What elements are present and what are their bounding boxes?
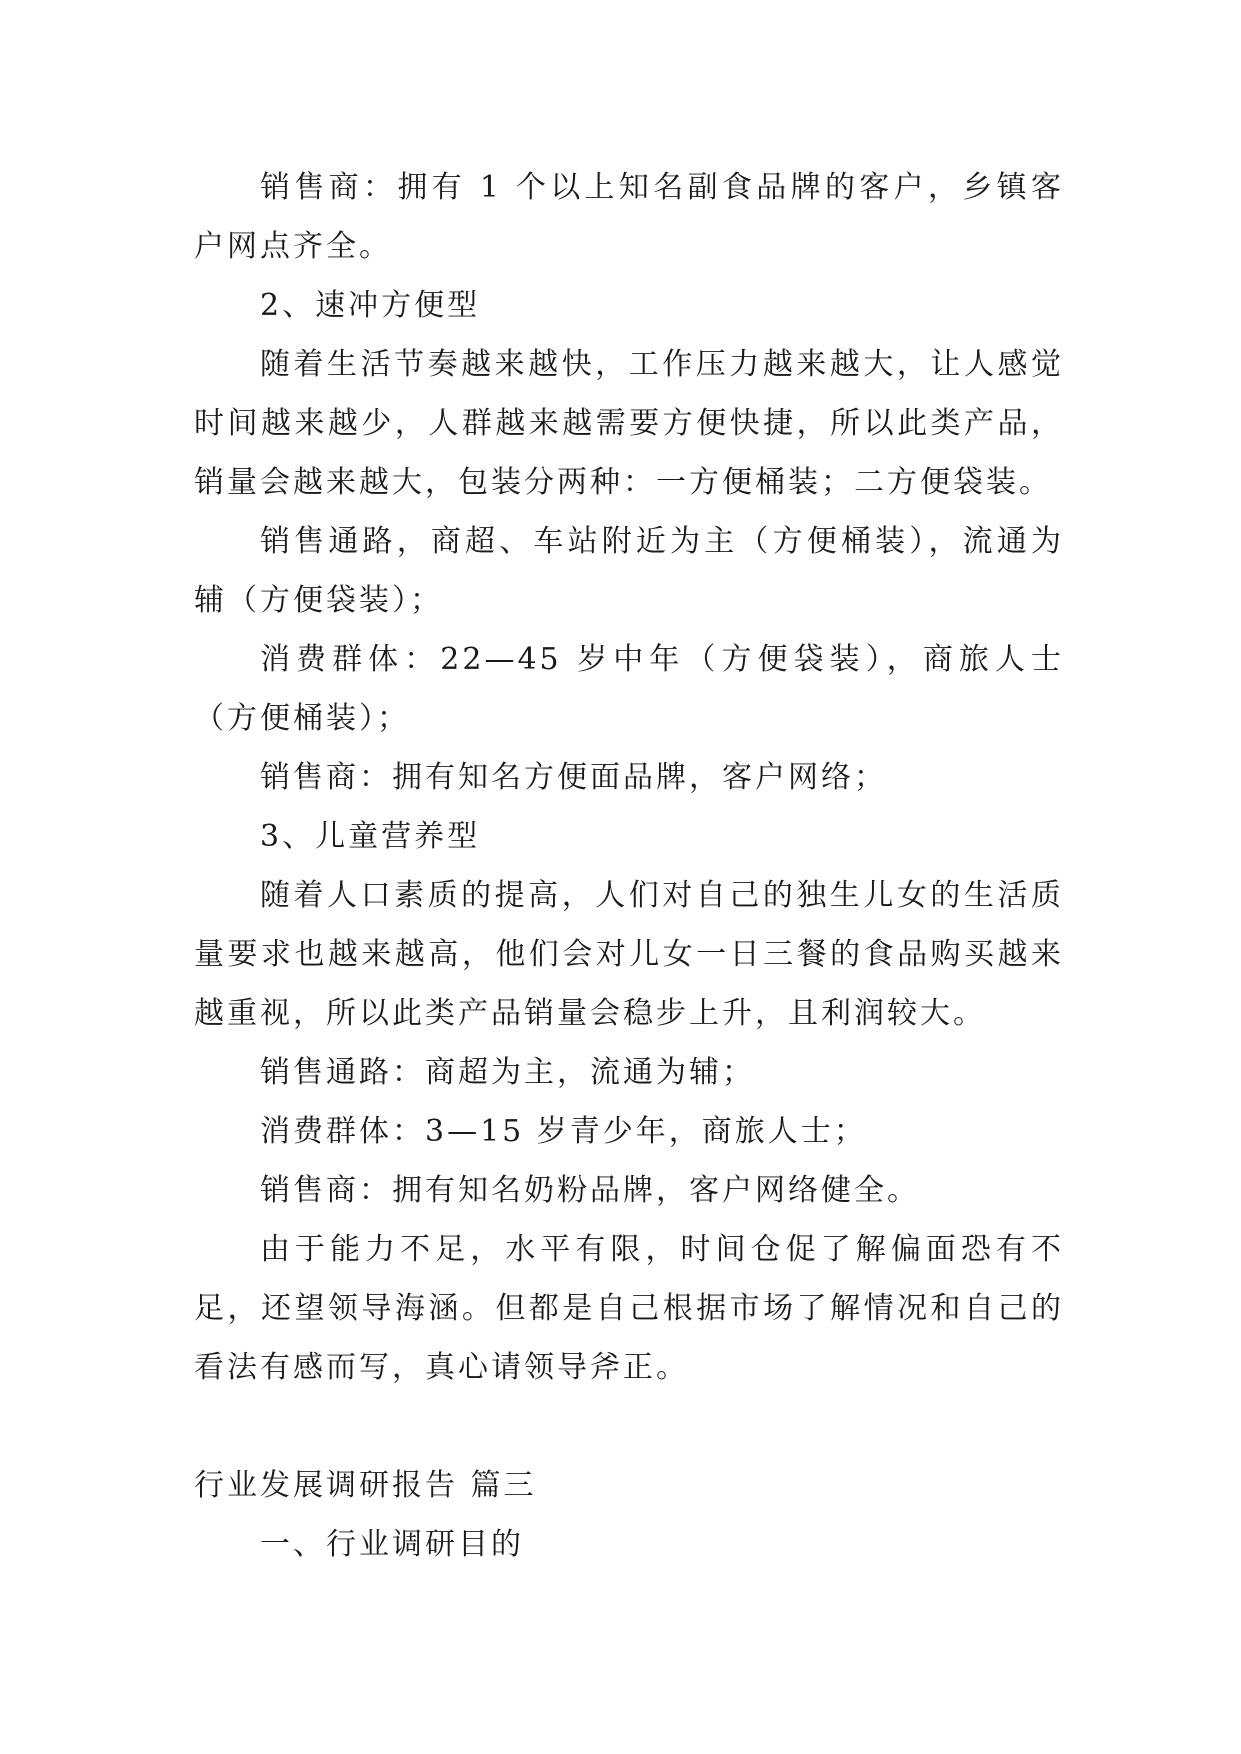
paragraph: 销售通路：商超为主，流通为辅； (260, 1055, 755, 1090)
section-title: 行业发展调研报告 篇三 (194, 1468, 537, 1503)
paragraph: 销售商：拥有 1 个以上知名副食品牌的客户，乡镇客户网点齐全。 (194, 170, 1064, 264)
subheading-instant-type: 2、速冲方便型 (260, 288, 481, 323)
paragraph: 随着人口素质的提高，人们对自己的独生儿女的生活质量要求也越来越高，他们会对儿女一日三餐的食品购买越来越重视，所以此类产品销量会稳步上升，且利润较大。 (194, 878, 1064, 1031)
blank-line (194, 1397, 1064, 1456)
subheading-child-nutrition-type: 3、儿童营养型 (260, 819, 481, 854)
paragraph: 消费群体：3—15 岁青少年，商旅人士； (260, 1114, 867, 1149)
paragraph: 销售通路，商超、车站附近为主（方便桶装），流通为辅（方便袋装）； (194, 524, 1064, 618)
paragraph: 随着生活节奏越来越快，工作压力越来越大，让人感觉时间越来越少，人群越来越需要方便快捷，所以此类产品，销量会越来越大，包装分两种：一方便桶装；二方便袋装。 (194, 347, 1064, 500)
section-first-item: 一、行业调研目的 (260, 1527, 524, 1562)
document-body (194, 158, 1064, 1574)
paragraph: 消费群体：22—45 岁中年（方便袋装），商旅人士（方便桶装）； (194, 642, 1064, 736)
paragraph: 销售商：拥有知名奶粉品牌，客户网络健全。 (260, 1173, 920, 1208)
paragraph: 销售商：拥有知名方便面品牌，客户网络； (260, 760, 887, 795)
paragraph: 由于能力不足，水平有限，时间仓促了解偏面恐有不足，还望领导海涵。但都是自己根据市场了解情况和自己的看法有感而写，真心请领导斧正。 (194, 1232, 1064, 1385)
